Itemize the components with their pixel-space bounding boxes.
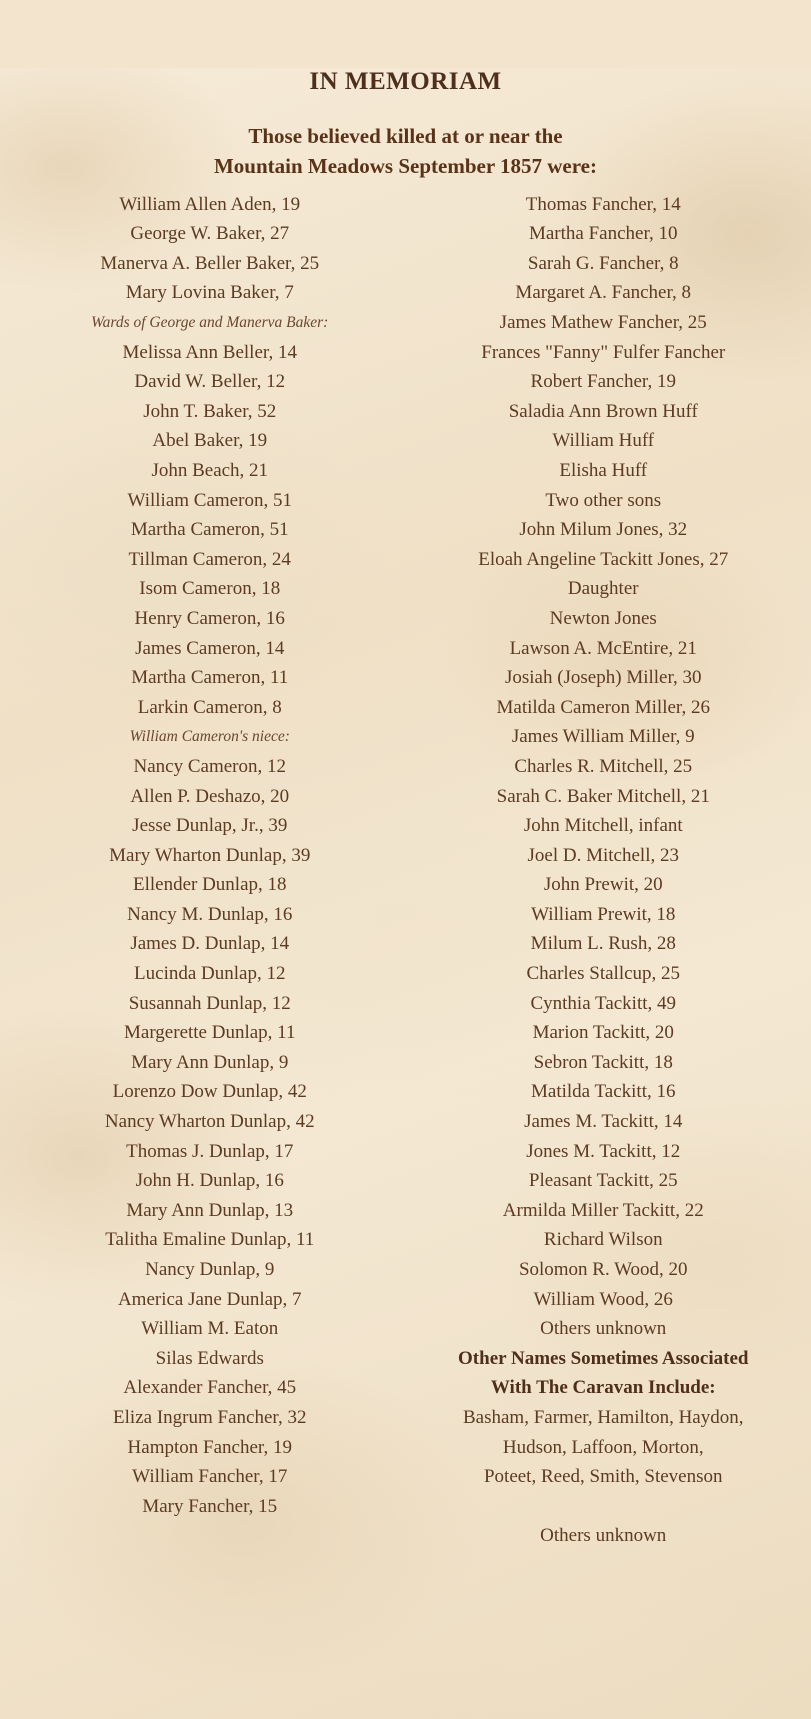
name-list-item: Robert Fancher, 19 [406,367,802,397]
name-list-item: Ellender Dunlap, 18 [14,870,406,900]
name-list-item: Manerva A. Beller Baker, 25 [14,249,406,279]
name-list-item: Others unknown [406,1314,802,1344]
name-list-item: William Cameron, 51 [14,486,406,516]
name-list-item: Lawson A. McEntire, 21 [406,634,802,664]
name-list-item: Josiah (Joseph) Miller, 30 [406,663,802,693]
name-list-item: Hampton Fancher, 19 [14,1433,406,1463]
name-list-item: Basham, Farmer, Hamilton, Haydon, [406,1403,802,1433]
name-list-item: Hudson, Laffoon, Morton, [406,1433,802,1463]
name-list-item: William Huff [406,426,802,456]
name-list-item: Nancy Wharton Dunlap, 42 [14,1107,406,1137]
name-list-item: Newton Jones [406,604,802,634]
name-list-item: Eliza Ingrum Fancher, 32 [14,1403,406,1433]
name-list-item: David W. Beller, 12 [14,367,406,397]
name-list-item: Henry Cameron, 16 [14,604,406,634]
name-list-heading: With The Caravan Include: [406,1373,802,1403]
name-list-item: Jones M. Tackitt, 12 [406,1137,802,1167]
page-subtitle [0,122,811,182]
name-list-item: Nancy M. Dunlap, 16 [14,900,406,930]
name-list-item: Matilda Tackitt, 16 [406,1077,802,1107]
name-list-item: Pleasant Tackitt, 25 [406,1166,802,1196]
name-list-item: Melissa Ann Beller, 14 [14,338,406,368]
name-list-item: Allen P. Deshazo, 20 [14,782,406,812]
name-list-item: Larkin Cameron, 8 [14,693,406,723]
name-list-item: Talitha Emaline Dunlap, 11 [14,1225,406,1255]
name-list-item: James William Miller, 9 [406,722,802,752]
names-column-left [0,190,406,1551]
name-list-item: Sarah C. Baker Mitchell, 21 [406,782,802,812]
name-list-item: Two other sons [406,486,802,516]
name-list-item: Milum L. Rush, 28 [406,929,802,959]
name-list-item: Saladia Ann Brown Huff [406,397,802,427]
name-list-item: William Fancher, 17 [14,1462,406,1492]
name-list-item: William Allen Aden, 19 [14,190,406,220]
name-list-item: Others unknown [406,1521,802,1551]
name-list-heading: Other Names Sometimes Associated [406,1344,802,1374]
name-list-item: Tillman Cameron, 24 [14,545,406,575]
name-list-item: Abel Baker, 19 [14,426,406,456]
name-list-item: Charles Stallcup, 25 [406,959,802,989]
name-list-item: Solomon R. Wood, 20 [406,1255,802,1285]
name-list-item: Martha Fancher, 10 [406,219,802,249]
name-list-item: Armilda Miller Tackitt, 22 [406,1196,802,1226]
name-list-item: Sebron Tackitt, 18 [406,1048,802,1078]
name-list-item: Elisha Huff [406,456,802,486]
name-list-item: Alexander Fancher, 45 [14,1373,406,1403]
name-list-item: Mary Wharton Dunlap, 39 [14,841,406,871]
name-list-item: Sarah G. Fancher, 8 [406,249,802,279]
name-list-item: Lucinda Dunlap, 12 [14,959,406,989]
page-title: IN MEMORIAM [0,68,811,96]
name-list-item: Silas Edwards [14,1344,406,1374]
name-list-item: Jesse Dunlap, Jr., 39 [14,811,406,841]
name-list-item: Lorenzo Dow Dunlap, 42 [14,1077,406,1107]
name-list-item: John T. Baker, 52 [14,397,406,427]
name-list-item: Matilda Cameron Miller, 26 [406,693,802,723]
name-list-item: Mary Lovina Baker, 7 [14,278,406,308]
name-list-note: William Cameron's niece: [14,722,406,752]
name-list-note: Wards of George and Manerva Baker: [14,308,406,338]
name-list-item: James Cameron, 14 [14,634,406,664]
name-list-item: Eloah Angeline Tackitt Jones, 27 [406,545,802,575]
name-list-item: Poteet, Reed, Smith, Stevenson [406,1462,802,1492]
name-list-item: Thomas Fancher, 14 [406,190,802,220]
name-list-item: John Mitchell, infant [406,811,802,841]
names-columns [0,190,811,1551]
names-column-right [406,190,811,1551]
name-list-spacer [406,1492,802,1522]
name-list-item: Martha Cameron, 11 [14,663,406,693]
name-list-item: James Mathew Fancher, 25 [406,308,802,338]
subtitle-line-1: Those believed killed at or near the [0,122,811,152]
name-list-item: Frances "Fanny" Fulfer Fancher [406,338,802,368]
name-list-item: John Beach, 21 [14,456,406,486]
name-list-item: Margaret A. Fancher, 8 [406,278,802,308]
name-list-item: Mary Ann Dunlap, 13 [14,1196,406,1226]
memorial-plaque [0,68,811,1551]
name-list-item: Joel D. Mitchell, 23 [406,841,802,871]
name-list-item: William Wood, 26 [406,1285,802,1315]
name-list-item: John Milum Jones, 32 [406,515,802,545]
name-list-item: Martha Cameron, 51 [14,515,406,545]
name-list-item: Richard Wilson [406,1225,802,1255]
name-list-item: Nancy Cameron, 12 [14,752,406,782]
name-list-item: William Prewit, 18 [406,900,802,930]
name-list-item: James D. Dunlap, 14 [14,929,406,959]
subtitle-line-2: Mountain Meadows September 1857 were: [0,152,811,182]
name-list-item: Isom Cameron, 18 [14,574,406,604]
name-list-item: Mary Ann Dunlap, 9 [14,1048,406,1078]
name-list-item: Margerette Dunlap, 11 [14,1018,406,1048]
name-list-item: Nancy Dunlap, 9 [14,1255,406,1285]
name-list-item: William M. Eaton [14,1314,406,1344]
name-list-item: John Prewit, 20 [406,870,802,900]
name-list-item: Marion Tackitt, 20 [406,1018,802,1048]
name-list-item: Daughter [406,574,802,604]
name-list-item: Charles R. Mitchell, 25 [406,752,802,782]
name-list-item: Mary Fancher, 15 [14,1492,406,1522]
name-list-item: Cynthia Tackitt, 49 [406,989,802,1019]
name-list-item: James M. Tackitt, 14 [406,1107,802,1137]
name-list-item: George W. Baker, 27 [14,219,406,249]
name-list-item: Susannah Dunlap, 12 [14,989,406,1019]
name-list-item: John H. Dunlap, 16 [14,1166,406,1196]
name-list-item: Thomas J. Dunlap, 17 [14,1137,406,1167]
name-list-item: America Jane Dunlap, 7 [14,1285,406,1315]
